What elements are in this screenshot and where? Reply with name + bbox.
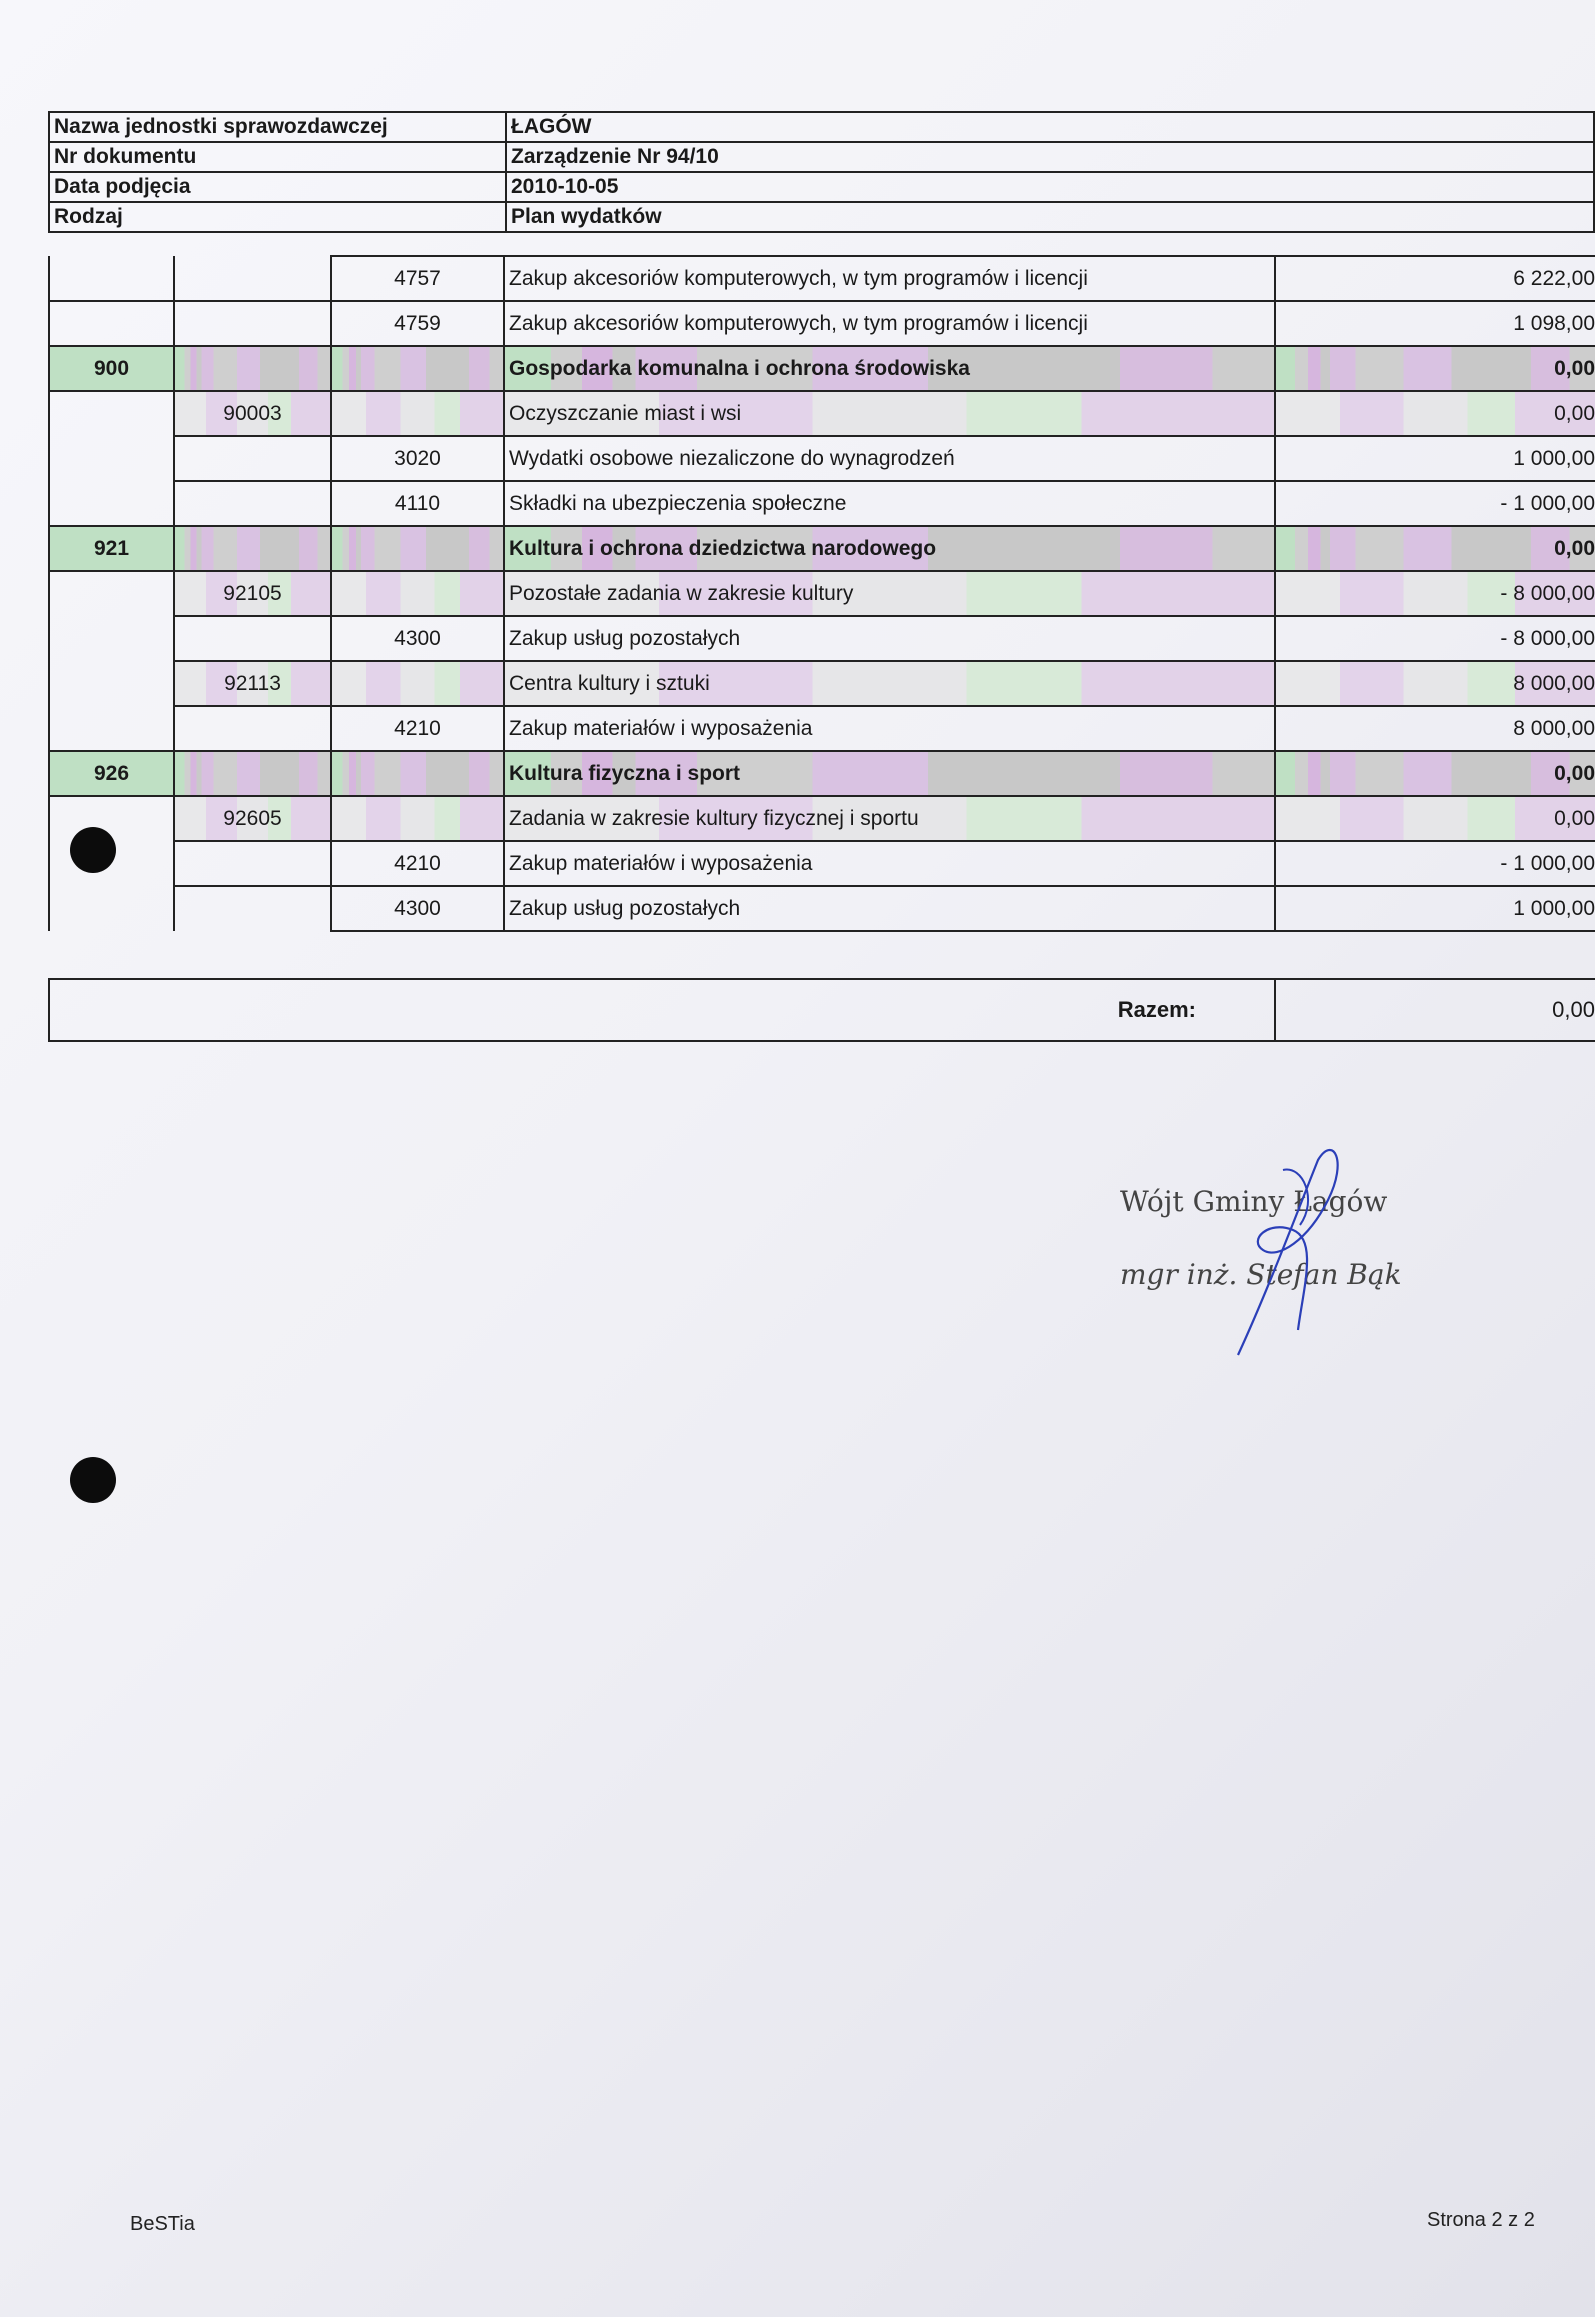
rozdzial-cell [174,886,331,931]
description-cell: Oczyszczanie miast i wsi [504,391,1275,436]
amount-cell: - 8 000,00 [1275,571,1595,616]
table-row [49,436,1595,481]
rozdzial-cell [174,751,331,796]
amount-cell: 0,00 [1275,346,1595,391]
header-row [49,172,1594,202]
rozdzial-cell [174,706,331,751]
dzial-cell [49,571,174,616]
paragraf-cell: 4300 [331,616,504,661]
table-row-section [49,346,1595,391]
amount-cell: 0,00 [1275,796,1595,841]
amount-cell: 8 000,00 [1275,661,1595,706]
rozdzial-cell [174,346,331,391]
amount-cell: 1 000,00 [1275,436,1595,481]
paragraf-cell: 4300 [331,886,504,931]
dzial-cell [49,301,174,346]
table-row-section [49,526,1595,571]
table-row-chapter [49,391,1595,436]
table-row-chapter [49,796,1595,841]
description-cell: Pozostałe zadania w zakresie kultury [504,571,1275,616]
rozdzial-cell [174,841,331,886]
amount-cell: 0,00 [1275,526,1595,571]
table-row [49,256,1595,301]
description-cell: Zakup materiałów i wyposażenia [504,706,1275,751]
paragraf-cell: 4210 [331,706,504,751]
total-table [48,978,1595,1042]
total-value: 0,00 [1275,979,1595,1041]
table-row [49,616,1595,661]
paragraf-cell [331,796,504,841]
paragraf-cell [331,526,504,571]
paragraf-cell [331,751,504,796]
dzial-cell [49,661,174,706]
table-row [49,886,1595,931]
paragraf-cell: 4759 [331,301,504,346]
dzial-cell [49,391,174,436]
amount-cell: 0,00 [1275,751,1595,796]
rozdzial-cell [174,301,331,346]
document-header-table [48,111,1595,233]
description-cell: Kultura i ochrona dziedzictwa narodowego [504,526,1275,571]
rozdzial-cell [174,436,331,481]
description-cell: Kultura fizyczna i sport [504,751,1275,796]
dzial-cell [49,796,174,841]
amount-cell: - 8 000,00 [1275,616,1595,661]
signature-name: mgr inż. Stefan Bąk [1120,1258,1402,1291]
header-value: 2010-10-05 [506,172,1594,202]
paragraf-cell [331,571,504,616]
description-cell: Zakup materiałów i wyposażenia [504,841,1275,886]
dzial-cell [49,256,174,301]
description-cell: Wydatki osobowe niezaliczone do wynagrodzeń [504,436,1275,481]
header-value: ŁAGÓW [506,112,1594,142]
table-row-chapter [49,661,1595,706]
dzial-cell [49,706,174,751]
description-cell: Zakup akcesoriów komputerowych, w tym programów i licencji [504,256,1275,301]
rozdzial-cell: 92605 [174,796,331,841]
dzial-cell: 900 [49,346,174,391]
amount-cell: 6 222,00 [1275,256,1595,301]
paragraf-cell: 4210 [331,841,504,886]
description-cell: Gospodarka komunalna i ochrona środowiska [504,346,1275,391]
handwritten-signature [1208,1140,1358,1360]
header-row [49,202,1594,232]
rozdzial-cell [174,526,331,571]
dzial-cell [49,436,174,481]
table-row [49,841,1595,886]
rozdzial-cell [174,481,331,526]
amount-cell: - 1 000,00 [1275,841,1595,886]
header-label: Rodzaj [49,202,506,232]
paragraf-cell [331,391,504,436]
header-label: Data podjęcia [49,172,506,202]
dzial-cell: 921 [49,526,174,571]
footer-app-name: BeSTia [130,2213,195,2235]
header-value: Plan wydatków [506,202,1594,232]
description-cell: Zakup usług pozostałych [504,616,1275,661]
rozdzial-cell: 90003 [174,391,331,436]
description-cell: Składki na ubezpieczenia społeczne [504,481,1275,526]
total-label: Razem: [49,979,1275,1041]
rozdzial-cell: 92105 [174,571,331,616]
description-cell: Zakup akcesoriów komputerowych, w tym programów i licencji [504,301,1275,346]
table-row [49,301,1595,346]
header-value: Zarządzenie Nr 94/10 [506,142,1594,172]
amount-cell: 0,00 [1275,391,1595,436]
paragraf-cell: 3020 [331,436,504,481]
dzial-cell [49,616,174,661]
table-row [49,706,1595,751]
header-row [49,112,1594,142]
table-row-chapter [49,571,1595,616]
description-cell: Zakup usług pozostałych [504,886,1275,931]
punch-hole-top [70,827,116,873]
paragraf-cell [331,661,504,706]
amount-cell: 8 000,00 [1275,706,1595,751]
rozdzial-cell: 92113 [174,661,331,706]
header-label: Nazwa jednostki sprawozdawczej [49,112,506,142]
footer-page-number: Strona 2 z 2 [1427,2209,1535,2231]
paragraf-cell: 4757 [331,256,504,301]
header-label: Nr dokumentu [49,142,506,172]
amount-cell: 1 000,00 [1275,886,1595,931]
dzial-cell: 926 [49,751,174,796]
total-row [49,979,1595,1041]
rozdzial-cell [174,256,331,301]
amount-cell: - 1 000,00 [1275,481,1595,526]
dzial-cell [49,886,174,931]
amount-cell: 1 098,00 [1275,301,1595,346]
dzial-cell [49,481,174,526]
punch-hole-bottom [70,1457,116,1503]
expenditure-table [48,255,1595,932]
paragraf-cell: 4110 [331,481,504,526]
paragraf-cell [331,346,504,391]
signature-title: Wójt Gminy Łagów [1120,1185,1388,1218]
table-row-section [49,751,1595,796]
rozdzial-cell [174,616,331,661]
header-row [49,142,1594,172]
table-row [49,481,1595,526]
description-cell: Zadania w zakresie kultury fizycznej i sportu [504,796,1275,841]
description-cell: Centra kultury i sztuki [504,661,1275,706]
